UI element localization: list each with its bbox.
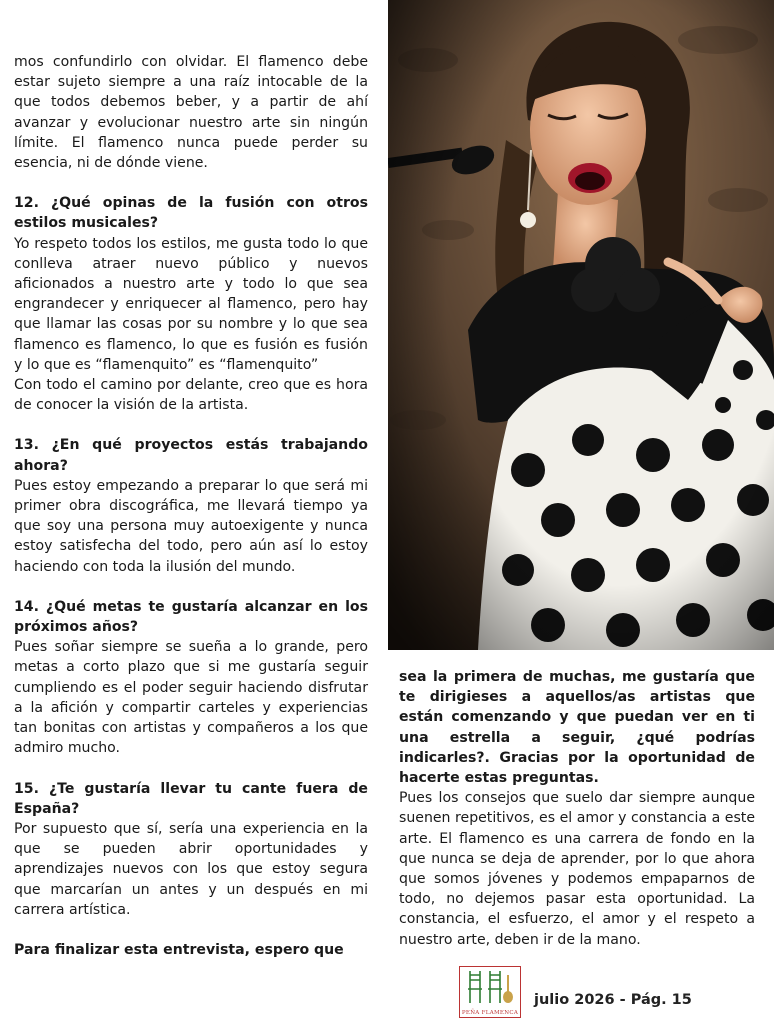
- answer-15: Por supuesto que sí, sería una experiencia en la que se pueden abrir oportunidades y aprendizajes nuevos con los que estoy segura que marcarían un antes y un después en mi carrera artística.: [14, 820, 368, 918]
- right-column: [399, 667, 755, 950]
- question-14: 14. ¿Qué metas te gustaría alcanzar en los próximos años?: [14, 598, 368, 636]
- question-15: 15. ¿Te gustaría llevar tu cante fuera de España?: [14, 780, 368, 817]
- logo-text: PEÑA FLAMENCA: [461, 1010, 519, 1016]
- page-info: julio 2026 - Pág. 15: [534, 992, 692, 1008]
- question-13: 13. ¿En qué proyectos estás trabajando ahora?: [14, 437, 368, 474]
- answer-12-part1: Yo respeto todos los estilos, me gusta todo lo que conlleva atraer nuevo público y nuevos aficionados a nuestro arte y todo lo que sea engrandecer y enriquecer al flamenco, pero hay que llamar las cosas por su nombre y lo que sea flamenco es flamenco, lo que es fusión es fusión y lo que es “flamenquito” es “flamenquito”: [14, 235, 368, 373]
- singer-photo: [388, 0, 774, 650]
- question-12: 12. ¿Qué opinas de la fusión con otros estilos musicales?: [14, 195, 368, 232]
- question-16-continued: sea la primera de muchas, me gustaría que te dirigieses a aquellos/as artistas que están comenzando y que puedan ver en ti una estrella a seguir, ¿qué podrías indicarles?. Gracias por la oportunidad de hacerte estas preguntas.: [399, 669, 755, 787]
- intro-paragraph: mos confundirlo con olvidar. El flamenco debe estar sujeto siempre a una raíz intocable de la que todos debemos beber, y a partir de ahí avanzar y evolucionar nuestro arte sin ningún límite. El flamenco nunca puede perder su esencia, ni de dónde viene.: [14, 54, 368, 172]
- answer-16: Pues los consejos que suelo dar siempre aunque suenen repetitivos, es el amor y constancia a este arte. El flamenco es una carrera de fondo en la que nunca se deja de aprender, por lo que ahora que somos jóvenes y podemos empaparnos de todo, no dejemos pasar esta oportunidad. La constancia, el esfuerzo, el amor y el respeto a nuestro arte, deben ir de la mano.: [399, 790, 755, 948]
- answer-14: Pues soñar siempre se sueña a lo grande, pero metas a corto plazo que si me gustaría seguir cumpliendo es el poder seguir haciendo disfrutar a la afición y compartir carteles y experiencias tan bonitas con artistas y compañeros a los que admiro mucho.: [14, 639, 368, 757]
- left-column: [14, 52, 368, 960]
- chairs-guitar-icon: [460, 967, 520, 1007]
- singer-illustration: [388, 0, 774, 650]
- question-16-start: Para finalizar esta entrevista, espero que: [14, 941, 344, 958]
- answer-12-part2: Con todo el camino por delante, creo que es hora de conocer la visión de la artista.: [14, 377, 368, 414]
- answer-13: Pues estoy empezando a preparar lo que será mi primer obra discográfica, me llevará tiempo ya que soy una persona muy autoexigente y nunca estoy satisfecha del todo, pero aún así lo estoy haciendo con toda la ilusión del mundo.: [14, 477, 368, 575]
- pena-flamenca-logo: [459, 966, 521, 1018]
